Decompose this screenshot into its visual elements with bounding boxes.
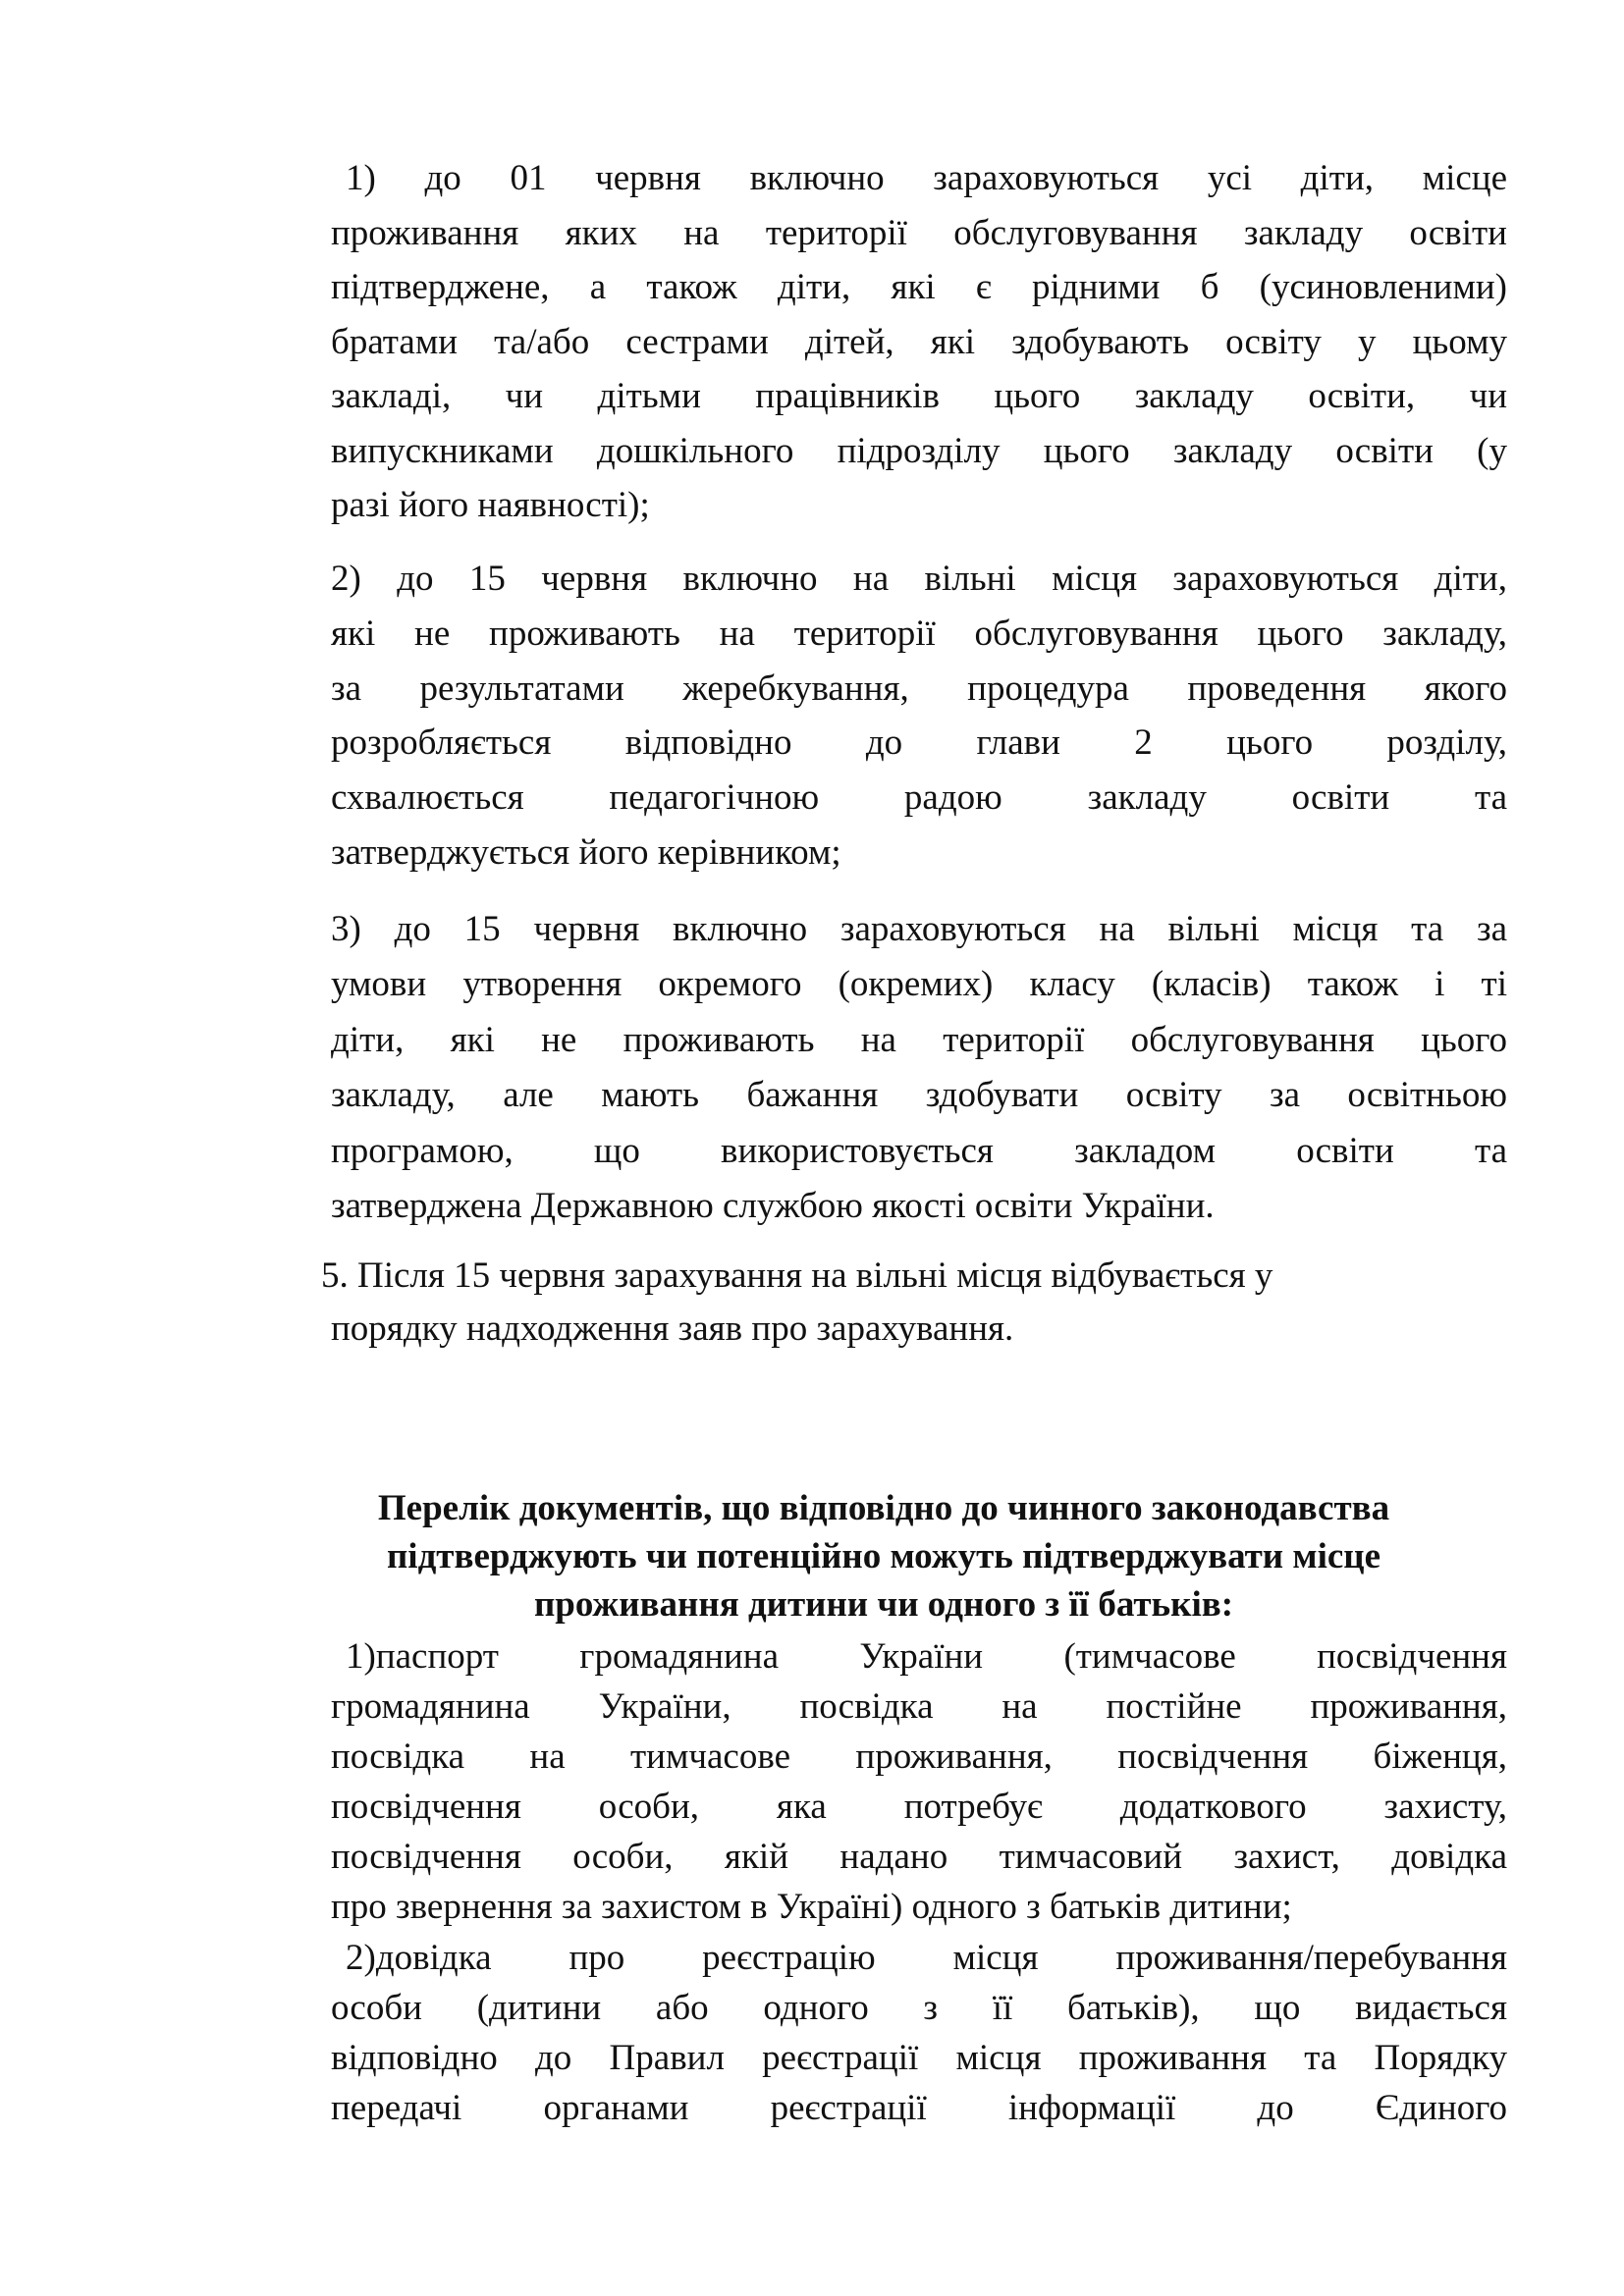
documents-list (331, 1631, 1507, 2133)
text-line: випускниками дошкільного підрозділу цього закладу освіти (у (331, 430, 1507, 471)
text-line: 5. Після 15 червня зарахування на вільні місця відбувається у (321, 1255, 1273, 1296)
text-line: посвідчення особи, яка потребує додаткового захисту, (331, 1787, 1507, 1828)
text-line: відповідно до Правил реєстрації місця проживання та Порядку (331, 2037, 1507, 2078)
text-line: братами та/або сестрами дітей, які здобувають освіту у цьому (331, 321, 1507, 362)
text-line: посвідка на тимчасове проживання, посвідчення біженця, (331, 1736, 1507, 1778)
rule-paragraph-2 (331, 552, 1507, 881)
text-line: підтверджене, а також діти, які є рідними б (усиновленими) (331, 267, 1507, 307)
section-heading (265, 1484, 1502, 1629)
text-line: проживання яких на території обслуговування закладу освіти (331, 212, 1507, 253)
text-line: закладу, але мають бажання здобувати освіту за освітньою (331, 1075, 1507, 1116)
text-line: закладі, чи дітьми працівників цього закладу освіти, чи (331, 376, 1507, 416)
text-line: особи (дитини або одного з її батьків), що видається (331, 1987, 1507, 2028)
text-line: передачі органами реєстрації інформації до Єдиного (331, 2087, 1507, 2128)
text-line: разі його наявності); (331, 485, 650, 525)
text-line: посвідчення особи, якій надано тимчасовий захист, довідка (331, 1837, 1507, 1878)
list-item-registration-certificate (331, 1933, 1507, 2133)
text-line: за результатами жеребкування, процедура проведення якого (331, 667, 1507, 709)
item-5-paragraph (321, 1250, 1519, 1356)
text-line: затверджена Державною службою якості освіти України. (331, 1186, 1215, 1227)
text-line: 1) до 01 червня включно зараховуються усі діти, місце (346, 158, 1507, 198)
list-item-passport (331, 1631, 1507, 1933)
heading-line: Перелік документів, що відповідно до чинного законодавства (377, 1488, 1390, 1528)
text-line: 1)паспорт громадянина України (тимчасове посвідчення (346, 1636, 1507, 1677)
text-line: умови утворення окремого (окремих) класу (класів) також і ті (331, 964, 1507, 1005)
text-line: затверджується його керівником; (331, 831, 841, 873)
text-line: про звернення за захистом в Україні) одного з батьків дитини; (331, 1887, 1292, 1928)
heading-line: проживання дитини чи одного з її батьків: (533, 1584, 1234, 1625)
text-line: які не проживають на території обслуговування цього закладу, (331, 613, 1507, 654)
text-line: програмою, що використовується закладом освіти та (331, 1130, 1507, 1171)
rule-paragraph-1 (331, 151, 1507, 533)
text-line: 3) до 15 червня включно зараховуються на вільні місця та за (331, 909, 1507, 949)
text-line: 2) до 15 червня включно на вільні місця зараховуються діти, (331, 559, 1507, 599)
text-line: діти, які не проживають на території обслуговування цього (331, 1019, 1507, 1060)
text-line: розробляється відповідно до глави 2 цього розділу, (331, 722, 1507, 764)
heading-line: підтверджують чи потенційно можуть підтверджувати місце (386, 1536, 1381, 1576)
text-line: 2)довідка про реєстрацію місця проживання/перебування (346, 1937, 1507, 1978)
text-line: порядку надходження заяв про зарахування. (331, 1308, 1014, 1349)
text-line: громадянина України, посвідка на постійне проживання, (331, 1686, 1507, 1728)
text-line: схвалюється педагогічною радою закладу освіти та (331, 777, 1507, 819)
rule-paragraph-3 (331, 902, 1507, 1234)
